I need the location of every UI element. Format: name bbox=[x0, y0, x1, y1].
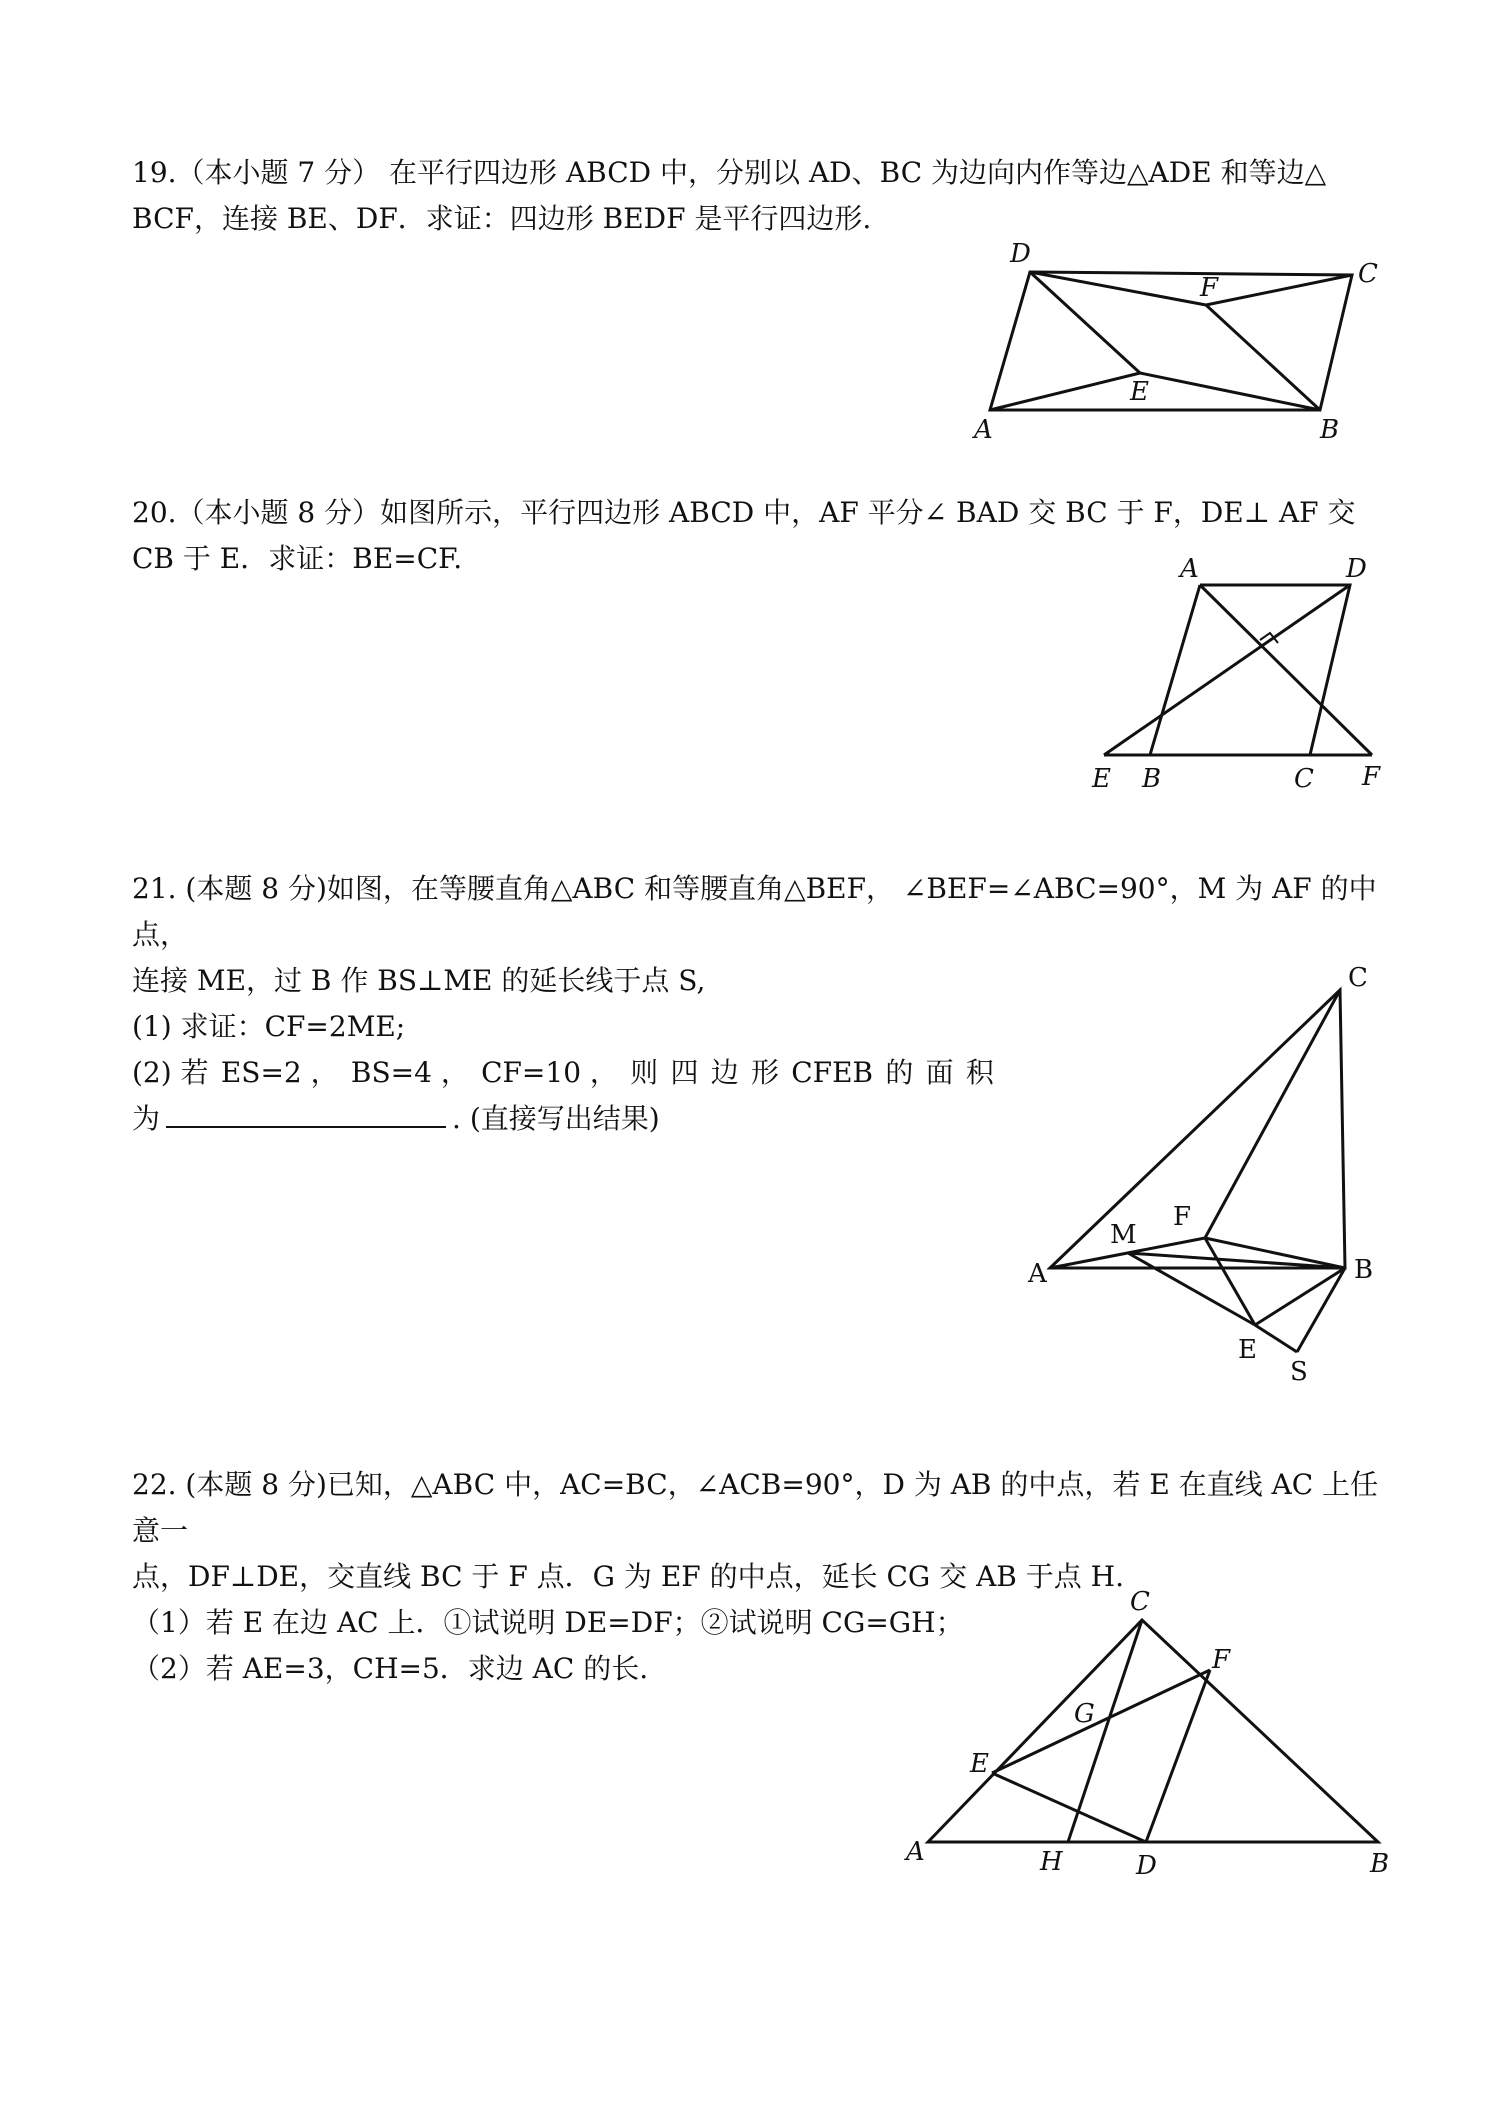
q21-part2-word: 面 bbox=[925, 1056, 954, 1089]
q19-line-ae bbox=[990, 373, 1140, 410]
q19-label-d: D bbox=[1010, 239, 1031, 269]
q21-part2-word: (2) 若 bbox=[132, 1056, 209, 1089]
q21-label-b: B bbox=[1354, 1255, 1374, 1285]
q19-label-c: C bbox=[1358, 259, 1378, 289]
q19-line-cf bbox=[1206, 275, 1352, 305]
q21-line-eb bbox=[1255, 1268, 1345, 1325]
q22-label-e: E bbox=[970, 1749, 989, 1779]
q21-part2-word: 则 bbox=[630, 1056, 659, 1089]
q21-part2-word: 的 bbox=[885, 1056, 914, 1089]
q22-label-f: F bbox=[1212, 1645, 1231, 1675]
q19-line2: BCF，连接 BE、DF．求证：四边形 BEDF 是平行四边形. bbox=[132, 202, 872, 235]
q21-label-m: M bbox=[1110, 1220, 1137, 1250]
q22-line1: 22. (本题 8 分)已知，△ABC 中，AC=BC，∠ACB=90°，D 为 AB 的中点，若 E 在直线 AC 上任意一 bbox=[132, 1468, 1379, 1547]
q21-label-c: C bbox=[1348, 963, 1368, 993]
q21-part2-word: BS=4 ， bbox=[350, 1056, 469, 1089]
q20-label-f: F bbox=[1362, 762, 1381, 792]
q22-part2: （2）若 AE=3，CH=5．求边 AC 的长. bbox=[132, 1652, 649, 1685]
answer-blank[interactable] bbox=[166, 1096, 446, 1128]
q20-line2: CB 于 E．求证：BE=CF. bbox=[132, 542, 463, 575]
q19-line-de bbox=[1030, 272, 1140, 373]
q21-figure bbox=[1010, 960, 1390, 1390]
q20-label-a: A bbox=[1180, 554, 1199, 584]
q19-label-f: F bbox=[1200, 273, 1219, 303]
q21-part2-word: CF=10 ， bbox=[481, 1056, 618, 1089]
q19-line1: 19.（本小题 7 分） 在平行四边形 ABCD 中，分别以 AD、BC 为边向内作等边△ADE 和等边△ bbox=[132, 156, 1327, 189]
q20-label-d: D bbox=[1346, 554, 1367, 584]
q20-label-c: C bbox=[1294, 764, 1314, 794]
q19-label-b: B bbox=[1320, 415, 1340, 445]
q21-part2-suffix: . (直接写出结果) bbox=[452, 1102, 660, 1135]
q22-label-h: H bbox=[1040, 1847, 1063, 1877]
q22-label-d: D bbox=[1136, 1851, 1157, 1881]
q21-part2-word: 积 bbox=[965, 1056, 994, 1089]
q22-label-c: C bbox=[1130, 1587, 1150, 1617]
q20-label-e: E bbox=[1092, 764, 1111, 794]
q22-line2: 点，DF⊥DE，交直线 BC 于 F 点．G 为 EF 的中点，延长 CG 交 AB 于点 H. bbox=[132, 1560, 1124, 1593]
q22-label-b: B bbox=[1370, 1849, 1390, 1879]
q20-figure bbox=[1090, 555, 1390, 795]
q21-label-s: S bbox=[1290, 1357, 1308, 1387]
q22-figure bbox=[900, 1587, 1400, 1881]
q21-part2-word: 边 bbox=[710, 1056, 739, 1089]
q21-part2-word: 四 bbox=[670, 1056, 699, 1089]
q21-line-cf bbox=[1205, 990, 1340, 1238]
q21-part2-word: 形 bbox=[750, 1056, 779, 1089]
q20-line1: 20.（本小题 8 分）如图所示，平行四边形 ABCD 中，AF 平分∠ BAD 交 BC 于 F，DE⊥ AF 交 bbox=[132, 496, 1356, 529]
question-19 bbox=[132, 150, 1392, 242]
q19-figure bbox=[960, 239, 1380, 445]
q19-line-df bbox=[1030, 272, 1206, 305]
q19-label-a: A bbox=[974, 415, 993, 445]
q22-part1: （1）若 E 在边 AC 上．①试说明 DE=DF；②试说明 CG=GH； bbox=[132, 1606, 964, 1639]
q20-label-b: B bbox=[1142, 764, 1162, 794]
q22-line-ed bbox=[992, 1773, 1146, 1842]
q21-label-e: E bbox=[1238, 1335, 1257, 1365]
q22-label-g: G bbox=[1074, 1699, 1095, 1729]
q19-line-be bbox=[1140, 373, 1320, 410]
q20-parallelogram bbox=[1150, 585, 1350, 755]
q21-line-es bbox=[1255, 1325, 1297, 1352]
q21-line1: 21. (本题 8 分)如图，在等腰直角△ABC 和等腰直角△BEF， ∠BEF=∠ABC=90°，M 为 AF 的中点， bbox=[132, 872, 1377, 951]
q21-triangle-abc bbox=[1050, 990, 1345, 1268]
q21-line2: 连接 ME，过 B 作 BS⊥ME 的延长线于点 S, bbox=[132, 964, 706, 997]
q21-part2-prefix: 为 bbox=[132, 1102, 161, 1135]
q21-line-bs bbox=[1297, 1268, 1345, 1352]
q21-part2 bbox=[132, 1050, 994, 1096]
q21-label-f: F bbox=[1173, 1202, 1192, 1232]
q22-triangle-abc bbox=[928, 1620, 1378, 1842]
q21-part1: (1) 求证：CF=2ME; bbox=[132, 1010, 406, 1043]
q19-line-bf bbox=[1206, 305, 1320, 410]
q21-label-a: A bbox=[1028, 1259, 1047, 1289]
q21-part2-word: ES=2 ， bbox=[220, 1056, 339, 1089]
q22-label-a: A bbox=[906, 1837, 925, 1867]
q21-part2-word: CFEB bbox=[791, 1056, 874, 1089]
q19-label-e: E bbox=[1130, 377, 1149, 407]
